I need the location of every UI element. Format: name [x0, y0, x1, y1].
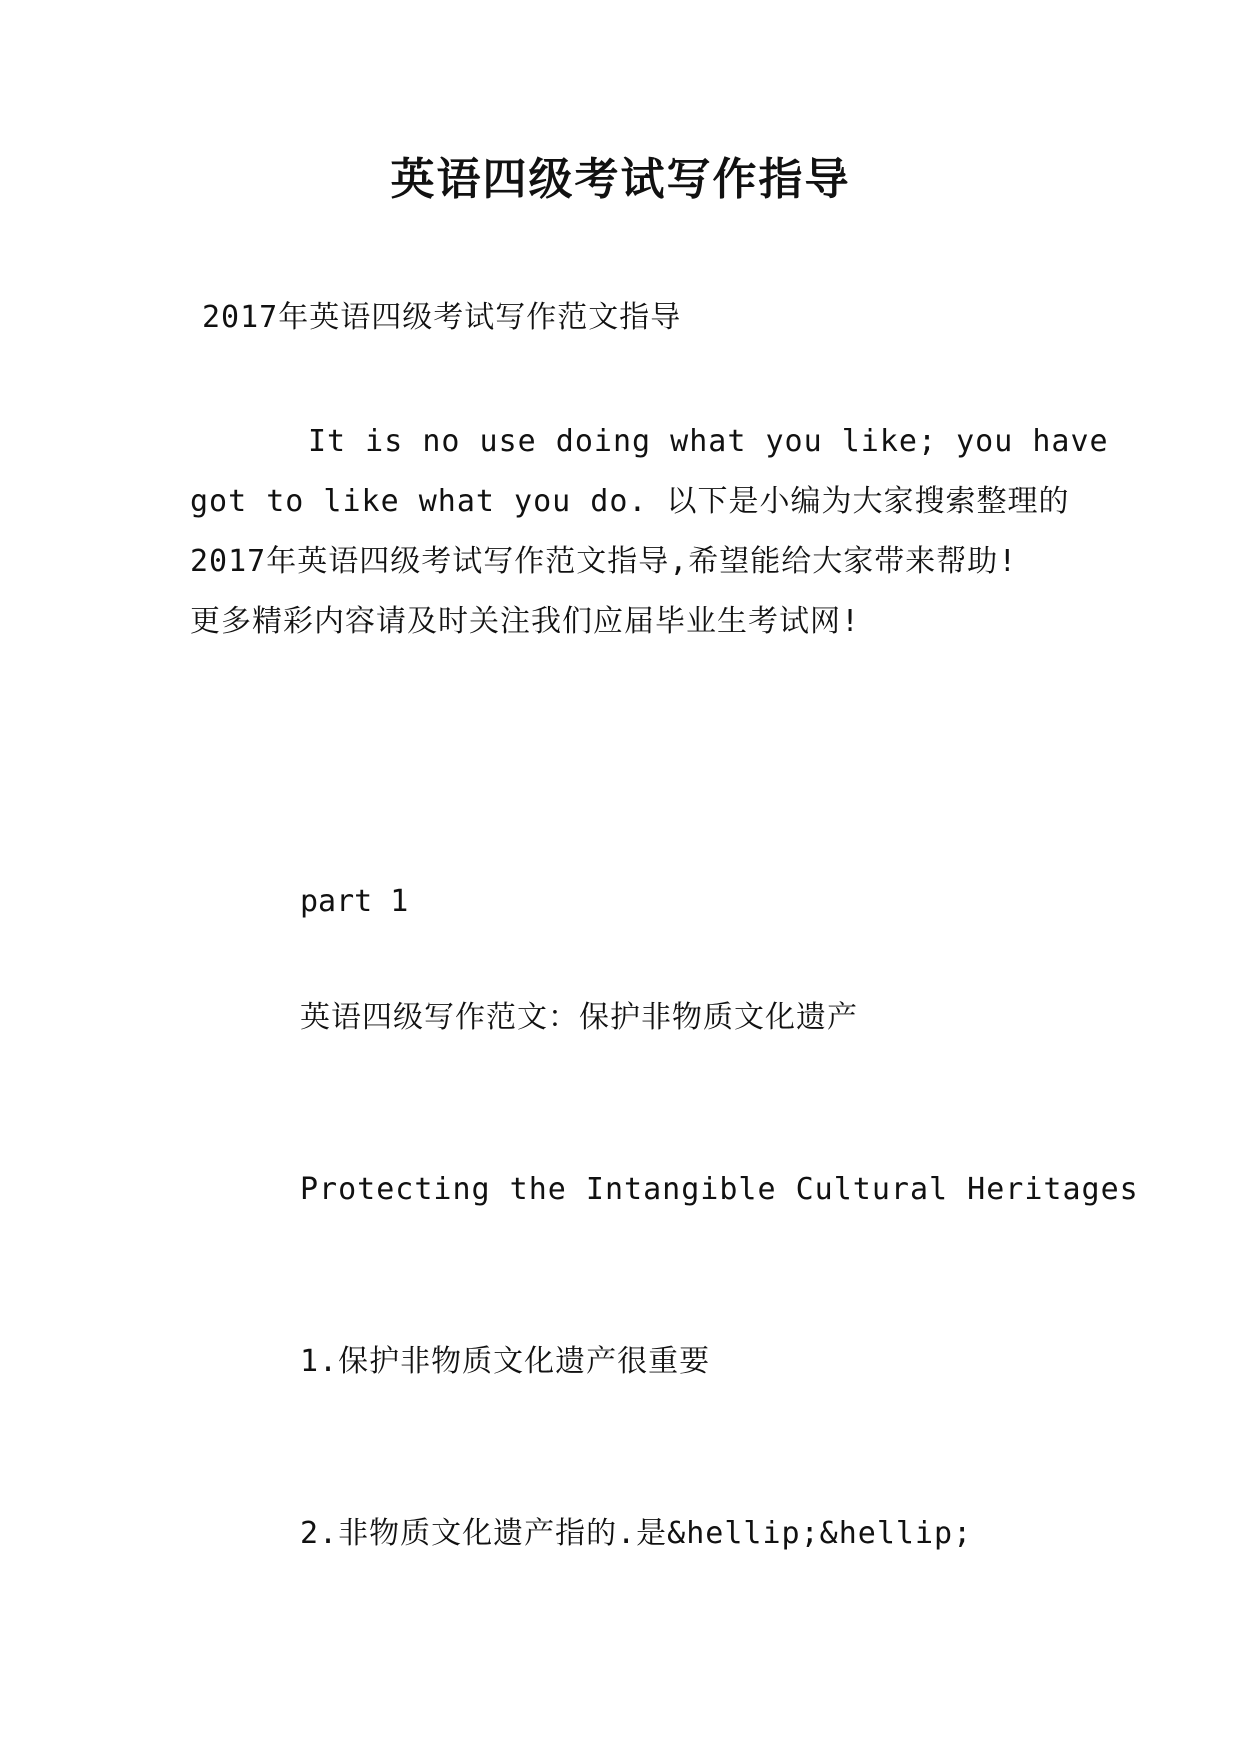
- essay-heading-cn: 英语四级写作范文：保护非物质文化遗产: [300, 1000, 858, 1035]
- document-subtitle: 2017年英语四级考试写作范文指导: [202, 300, 682, 335]
- intro-line: 更多精彩内容请及时关注我们应届毕业生考试网!: [190, 604, 861, 639]
- outline-item: 2.非物质文化遗产指的.是&hellip;&hellip;: [300, 1516, 973, 1551]
- intro-line: 2017年英语四级考试写作范文指导,希望能给大家带来帮助!: [190, 544, 1018, 579]
- intro-line: It is no use doing what you like; you have: [308, 424, 1109, 459]
- intro-paragraph: [190, 412, 1109, 652]
- document-title: 英语四级考试写作指导: [390, 154, 851, 205]
- essay-heading-en: Protecting the Intangible Cultural Heritages: [300, 1172, 1139, 1207]
- section-label: part 1: [300, 884, 409, 919]
- outline-item: 1.保护非物质文化遗产很重要: [300, 1344, 711, 1379]
- intro-line: got to like what you do. 以下是小编为大家搜索整理的: [190, 484, 1070, 519]
